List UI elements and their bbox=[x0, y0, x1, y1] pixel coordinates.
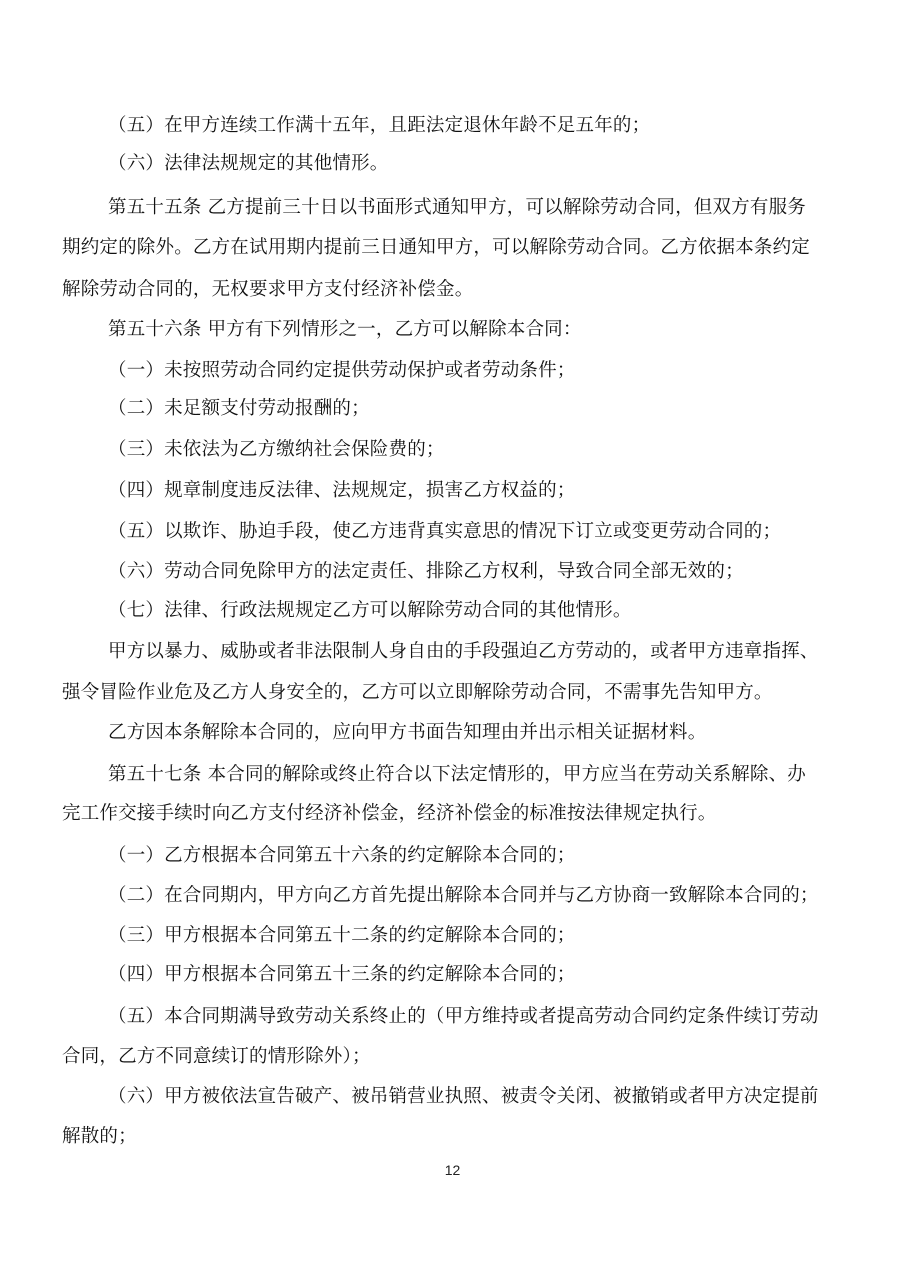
paragraph-line: （三）未依法为乙方缴纳社会保险费的； bbox=[108, 439, 445, 460]
paragraph-line: 甲方以暴力、威胁或者非法限制人身自由的手段强迫乙方劳动的，或者甲方违章指挥、 bbox=[108, 641, 819, 662]
page-number: 12 bbox=[444, 1162, 461, 1178]
paragraph-line: 完工作交接手续时向乙方支付经济补偿金，经济补偿金的标准按法律规定执行。 bbox=[62, 803, 717, 824]
paragraph-line: 第五十七条 本合同的解除或终止符合以下法定情形的，甲方应当在劳动关系解除、办 bbox=[108, 764, 806, 785]
paragraph-line: （四）甲方根据本合同第五十三条的约定解除本合同的； bbox=[108, 964, 576, 985]
paragraph-line: （五）本合同期满导致劳动关系终止的（甲方维持或者提高劳动合同约定条件续订劳动 bbox=[108, 1006, 819, 1027]
paragraph-line: （七）法律、行政法规规定乙方可以解除劳动合同的其他情形。 bbox=[108, 600, 632, 621]
paragraph-line: （五）在甲方连续工作满十五年，且距法定退休年龄不足五年的； bbox=[108, 115, 651, 136]
paragraph-line: （四）规章制度违反法律、法规规定，损害乙方权益的； bbox=[108, 480, 576, 501]
paragraph-line: （二）在合同期内，甲方向乙方首先提出解除本合同并与乙方协商一致解除本合同的； bbox=[108, 885, 819, 906]
paragraph-line: 解除劳动合同的，无权要求甲方支付经济补偿金。 bbox=[62, 279, 474, 300]
paragraph-line: （六）甲方被依法宣告破产、被吊销营业执照、被责令关闭、被撤销或者甲方决定提前 bbox=[108, 1086, 819, 1107]
paragraph-line: （一）乙方根据本合同第五十六条的约定解除本合同的； bbox=[108, 845, 576, 866]
paragraph-line: 合同，乙方不同意续订的情形除外）； bbox=[62, 1046, 371, 1067]
paragraph-line: 解散的； bbox=[62, 1126, 137, 1147]
paragraph-line: （六）劳动合同免除甲方的法定责任、排除乙方权利，导致合同全部无效的； bbox=[108, 561, 744, 582]
paragraph-line: （五）以欺诈、胁迫手段，使乙方违背真实意思的情况下订立或变更劳动合同的； bbox=[108, 521, 782, 542]
paragraph-line: （二）未足额支付劳动报酬的； bbox=[108, 398, 370, 419]
paragraph-line: 强令冒险作业危及乙方人身安全的，乙方可以立即解除劳动合同，不需事先告知甲方。 bbox=[62, 682, 773, 703]
paragraph-line: 乙方因本条解除本合同的，应向甲方书面告知理由并出示相关证据材料。 bbox=[108, 722, 707, 743]
paragraph-line: 期约定的除外。乙方在试用期内提前三日通知甲方，可以解除劳动合同。乙方依据本条约定 bbox=[62, 237, 811, 258]
paragraph-line: 第五十六条 甲方有下列情形之一，乙方可以解除本合同： bbox=[108, 319, 582, 340]
paragraph-line: （六）法律法规规定的其他情形。 bbox=[108, 153, 389, 174]
paragraph-line: 第五十五条 乙方提前三十日以书面形式通知甲方，可以解除劳动合同，但双方有服务 bbox=[108, 197, 806, 218]
paragraph-line: （三）甲方根据本合同第五十二条的约定解除本合同的； bbox=[108, 925, 576, 946]
paragraph-line: （一）未按照劳动合同约定提供劳动保护或者劳动条件； bbox=[108, 360, 576, 381]
